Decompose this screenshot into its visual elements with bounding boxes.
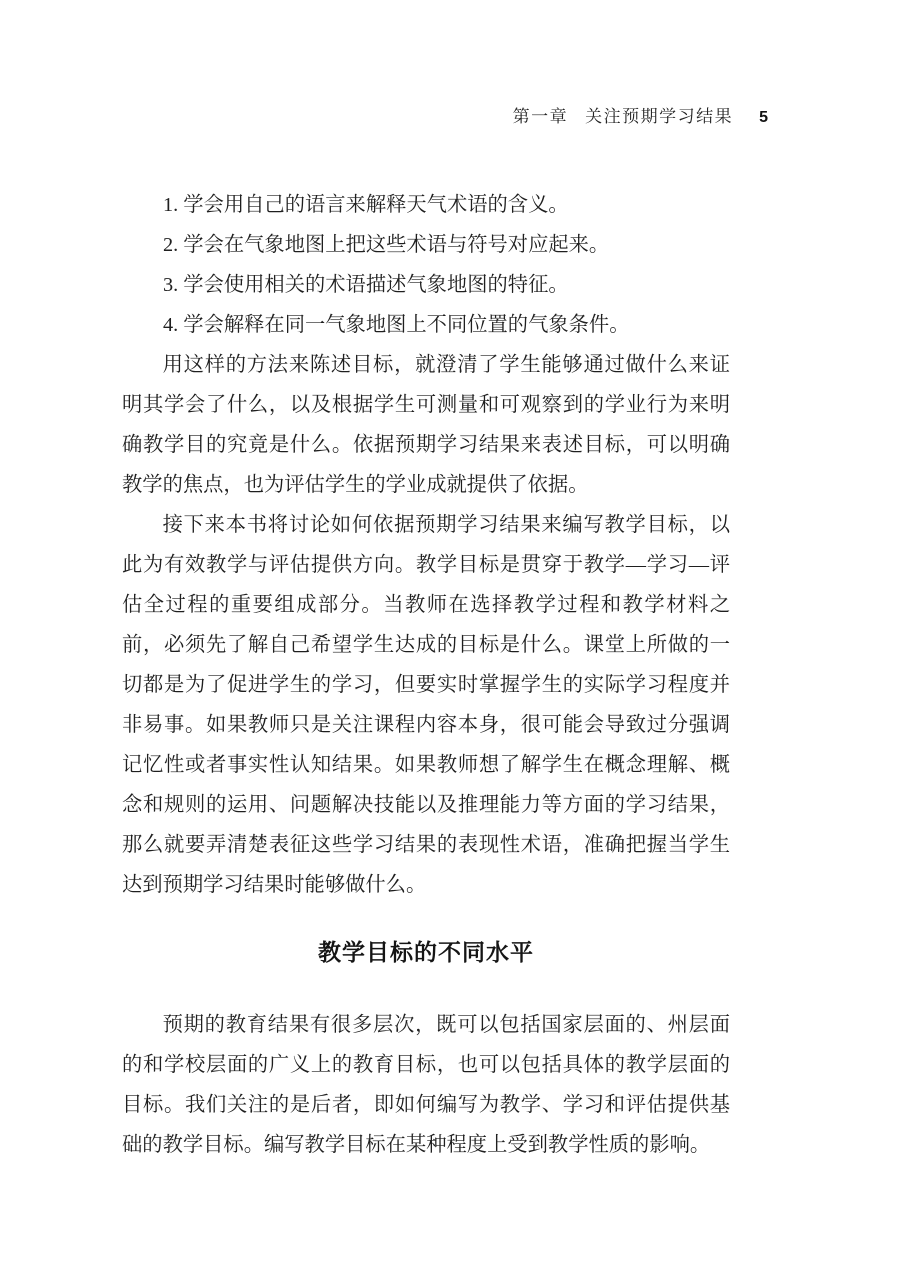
paragraph-1: 用这样的方法来陈述目标，就澄清了学生能够通过做什么来证明其学会了什么，以及根据学生可测量和可观察到的学业行为来明确教学目的究竟是什么。依据预期学习结果来表述目标，可以明确教学的焦点，也为评估学生的学业成就提供了依据。 bbox=[122, 354, 730, 496]
running-header bbox=[513, 102, 768, 127]
objectives-list bbox=[122, 185, 730, 345]
objective-item-4: 4. 学会解释在同一气象地图上不同位置的气象条件。 bbox=[163, 314, 630, 336]
objective-item-1: 1. 学会用自己的语言来解释天气术语的含义。 bbox=[163, 194, 569, 216]
objective-item-2: 2. 学会在气象地图上把这些术语与符号对应起来。 bbox=[163, 234, 610, 256]
paragraph-2: 接下来本书将讨论如何依据预期学习结果来编写教学目标，以此为有效教学与评估提供方向。教学目标是贯穿于教学—学习—评估全过程的重要组成部分。当教师在选择教学过程和教学材料之前，必须先了解自己希望学生达成的目标是什么。课堂上所做的一切都是为了促进学生的学习，但要实时掌握学生的实际学习程度并非易事。如果教师只是关注课程内容本身，很可能会导致过分强调记忆性或者事实性认知结果。如果教师想了解学生在概念理解、概念和规则的运用、问题解决技能以及推理能力等方面的学习结果，那么就要弄清楚表征这些学习结果的表现性术语，准确把握当学生达到预期学习结果时能够做什么。 bbox=[122, 514, 730, 896]
objective-item-3: 3. 学会使用相关的术语描述气象地图的特征。 bbox=[163, 274, 569, 296]
section-heading: 教学目标的不同水平 bbox=[318, 940, 534, 965]
chapter-title: 关注预期学习结果 bbox=[585, 107, 734, 126]
paragraph-3: 预期的教育结果有很多层次，既可以包括国家层面的、州层面的和学校层面的广义上的教育目标，也可以包括具体的教学层面的目标。我们关注的是后者，即如何编写为教学、学习和评估提供基础的教学目标。编写教学目标在某种程度上受到教学性质的影响。 bbox=[122, 1014, 730, 1156]
page-body bbox=[122, 185, 730, 1165]
page-number: 5 bbox=[759, 109, 768, 126]
chapter-label: 第一章 bbox=[512, 107, 569, 126]
